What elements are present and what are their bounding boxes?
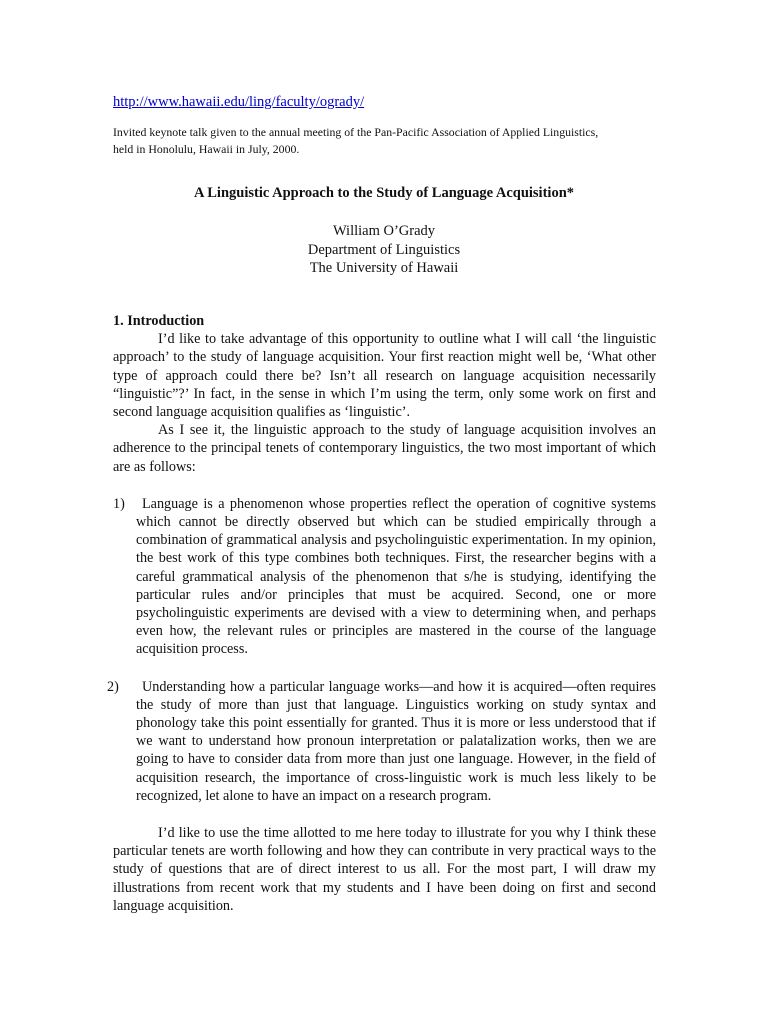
tenet-list-item bbox=[113, 495, 656, 659]
keynote-note bbox=[113, 124, 673, 158]
document-body bbox=[107, 312, 656, 915]
author-block bbox=[0, 222, 768, 278]
author-university: The University of Hawaii bbox=[309, 260, 459, 276]
intro-paragraph-3: I’d like to use the time allotted to me here today to illustrate for you why I think these particular tenets are worth following and how they can contribute in very practical ways to the study of questions that are of direct interest to us all. For the most part, I will draw my illustrations from recent work that my students and I have been doing on first and second language acquisition. bbox=[113, 825, 656, 914]
tenet-text: Language is a phenomenon whose properties reflect the operation of cognitive systems which cannot be directly observed but which can be studied empirically through a combination of grammatical analysis and psycholinguistic experimentation. In my opinion, the best work of this type combines both techniques. First, the researcher begins with a careful grammatical analysis of the phenomenon that s/he is studying, identifying the particular rules and/or principles that must be acquired. Second, one or more psycholinguistic experiments are devised with a view to determining when, and perhaps even how, the relevant rules or principles are mastered in the course of the language acquisition process. bbox=[136, 495, 656, 658]
tenet-number: 2) bbox=[107, 678, 119, 695]
author-department: Department of Linguistics bbox=[307, 241, 461, 258]
tenet-number: 1) bbox=[113, 495, 125, 512]
author-name: William O’Grady bbox=[332, 223, 436, 239]
tenet-list-item bbox=[107, 678, 656, 805]
intro-paragraph-2: As I see it, the linguistic approach to the study of language acquisition involves an adherence to the principal tenets of contemporary linguistics, the two most important of which are as follows: bbox=[113, 422, 656, 475]
paper-title: A Linguistic Approach to the Study of Language Acquisition* bbox=[193, 185, 575, 201]
keynote-note-line-1: Invited keynote talk given to the annual meeting of the Pan-Pacific Association of Applied Linguistics, bbox=[113, 125, 599, 139]
section-heading: 1. Introduction bbox=[113, 313, 205, 329]
tenet-text: Understanding how a particular language works—and how it is acquired—often requires the study of more than just that language. Linguistics working on study syntax and phonology take this point essentially for granted. Thus it is more or less understood that if we want to understand how pronoun interpretation or palatalization works, then we are going to have to consider data from more than just one language. However, in the field of acquisition research, the importance of cross-linguistic work is much less likely to be recognized, let alone to have an impact on a research program. bbox=[136, 678, 656, 804]
keynote-note-line-2: held in Honolulu, Hawaii in July, 2000. bbox=[113, 142, 300, 156]
intro-paragraph-1: I’d like to take advantage of this opportunity to outline what I will call ‘the linguistic approach’ to the study of language acquisition. Your first reaction might well be, ‘What other type of approach could there be? Isn’t all research on language acquisition necessarily “linguistic”?’ In fact, in the sense in which I’m using the term, only some work on first and second language acquisition qualifies as ‘linguistic’. bbox=[113, 331, 656, 421]
faculty-url-link[interactable]: http://www.hawaii.edu/ling/faculty/ogrady/ bbox=[113, 94, 365, 110]
